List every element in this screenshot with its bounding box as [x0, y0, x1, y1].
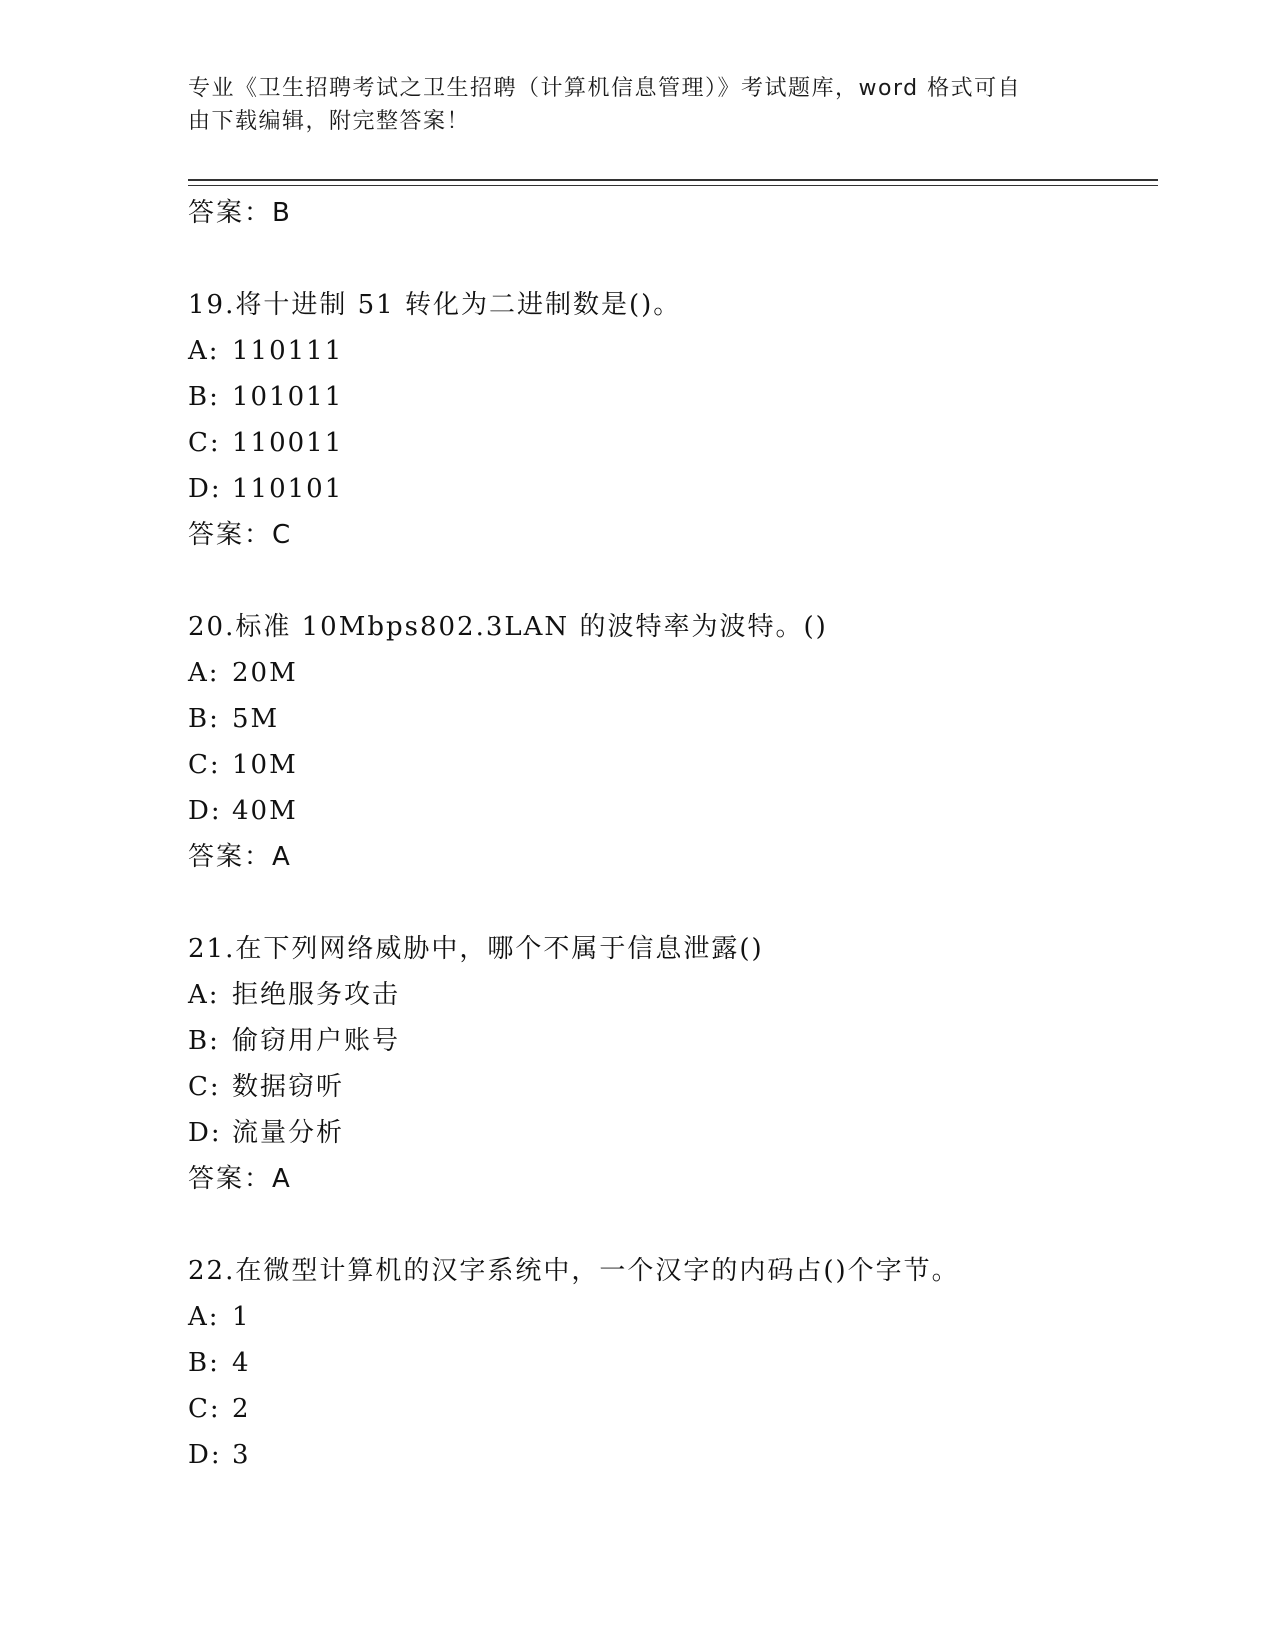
- header-divider-thick: [188, 179, 1158, 181]
- option-letter: C:: [188, 1394, 221, 1424]
- option-letter: B:: [188, 1348, 220, 1378]
- option-letter: D:: [188, 474, 222, 504]
- option-d: [188, 466, 1158, 512]
- option-b: [188, 696, 1158, 742]
- option-text: 3: [232, 1440, 251, 1470]
- option-letter: B:: [188, 382, 220, 412]
- option-text: 偷窃用户账号: [232, 1026, 401, 1056]
- option-letter: A:: [188, 336, 220, 366]
- option-text: 10M: [232, 750, 298, 780]
- option-letter: D:: [188, 1118, 222, 1148]
- option-text: 2: [232, 1394, 251, 1424]
- answer-line: 答案：A: [188, 1164, 292, 1194]
- answer-line: 答案：A: [188, 842, 292, 872]
- answer-line: 答案：B: [188, 198, 292, 228]
- header-divider-thin: [188, 185, 1158, 186]
- option-text: 流量分析: [232, 1118, 345, 1148]
- option-d: [188, 1110, 1158, 1156]
- option-letter: C:: [188, 750, 221, 780]
- question-stem: 22.在微型计算机的汉字系统中，一个汉字的内码占()个字节。: [188, 1256, 960, 1286]
- question-stem: 19.将十进制 51 转化为二进制数是()。: [188, 290, 682, 320]
- header-line-2: 由下载编辑，附完整答案！: [188, 109, 471, 134]
- option-text: 数据窃听: [232, 1072, 345, 1102]
- option-a: [188, 972, 1158, 1018]
- option-letter: A:: [188, 658, 220, 688]
- option-d: [188, 788, 1158, 834]
- question-item: [188, 1248, 1158, 1478]
- option-text: 101011: [232, 382, 344, 412]
- option-text: 4: [232, 1348, 251, 1378]
- option-a: [188, 1294, 1158, 1340]
- option-c: [188, 420, 1158, 466]
- option-letter: B:: [188, 704, 220, 734]
- option-a: [188, 328, 1158, 374]
- option-text: 1: [232, 1302, 251, 1332]
- option-b: [188, 1340, 1158, 1386]
- option-c: [188, 742, 1158, 788]
- option-text: 110101: [232, 474, 344, 504]
- option-letter: D:: [188, 796, 222, 826]
- option-text: 20M: [232, 658, 298, 688]
- option-letter: A:: [188, 1302, 220, 1332]
- option-a: [188, 650, 1158, 696]
- header-line-1: 专业《卫生招聘考试之卫生招聘（计算机信息管理）》考试题库，word 格式可自: [188, 76, 1022, 101]
- answer-line: 答案：C: [188, 520, 293, 550]
- option-letter: C:: [188, 1072, 221, 1102]
- option-text: 拒绝服务攻击: [232, 980, 401, 1010]
- option-c: [188, 1386, 1158, 1432]
- option-d: [188, 1432, 1158, 1478]
- option-b: [188, 374, 1158, 420]
- option-text: 5M: [232, 704, 280, 734]
- question-stem: 21.在下列网络威胁中，哪个不属于信息泄露(): [188, 934, 764, 964]
- option-letter: C:: [188, 428, 221, 458]
- option-text: 40M: [232, 796, 298, 826]
- option-b: [188, 1018, 1158, 1064]
- option-text: 110011: [232, 428, 344, 458]
- question-item: [188, 604, 1158, 880]
- option-c: [188, 1064, 1158, 1110]
- option-letter: B:: [188, 1026, 220, 1056]
- question-stem: 20.标准 10Mbps802.3LAN 的波特率为波特。(): [188, 612, 828, 642]
- option-letter: D:: [188, 1440, 222, 1470]
- document-header: [188, 72, 1068, 138]
- question-item: [188, 926, 1158, 1202]
- option-letter: A:: [188, 980, 220, 1010]
- question-item: [188, 282, 1158, 558]
- question-list: [188, 190, 1158, 1478]
- option-text: 110111: [232, 336, 344, 366]
